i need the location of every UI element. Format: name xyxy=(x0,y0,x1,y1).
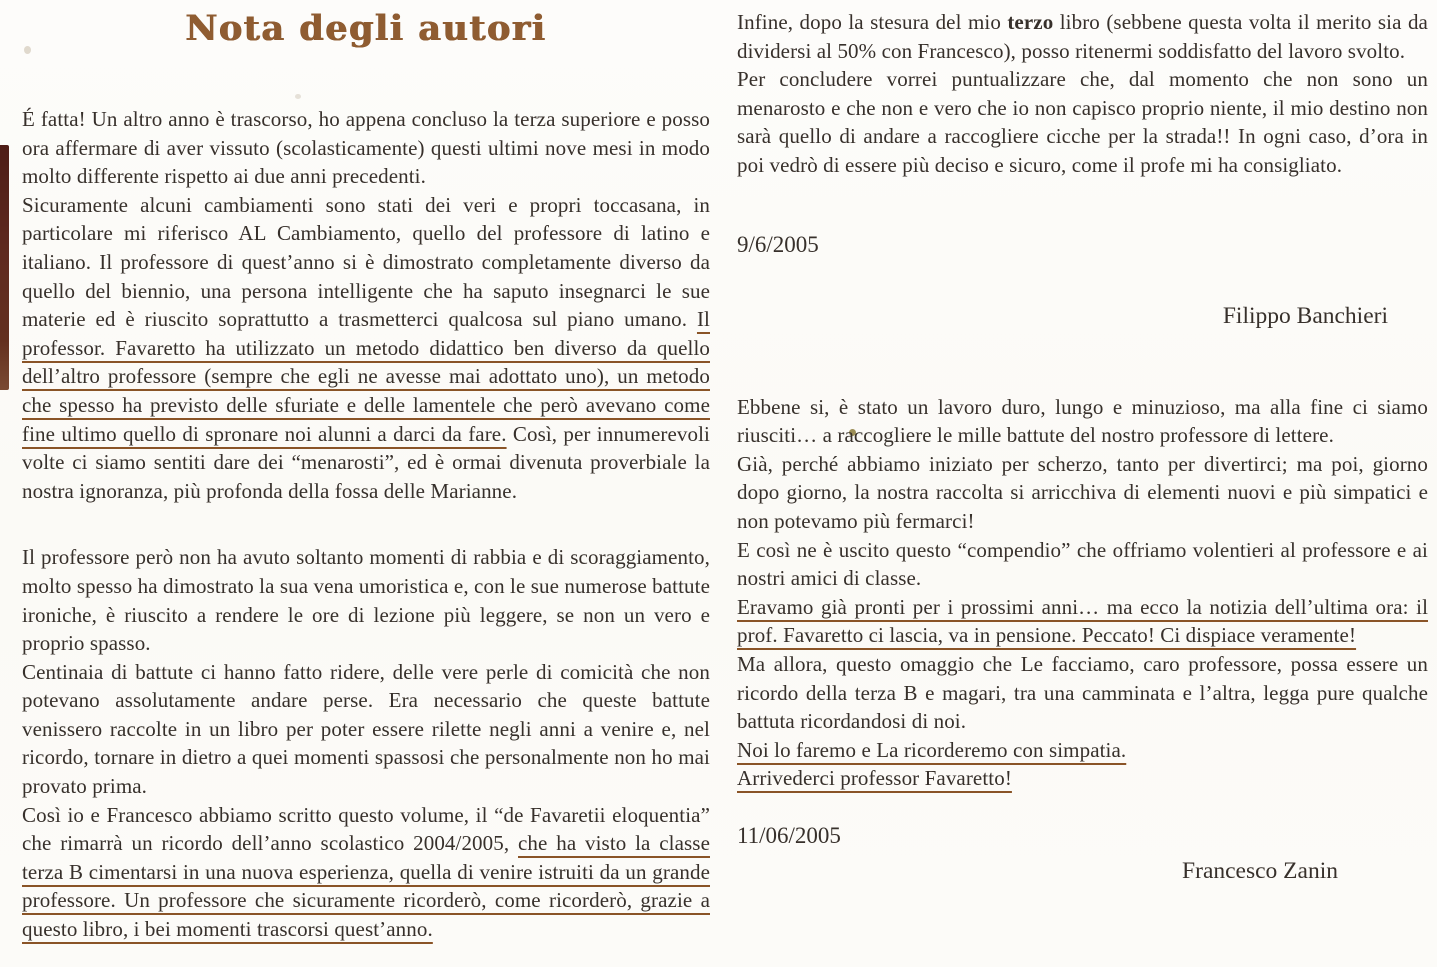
text-segment: É fatta! Un altro anno è trascorso, ho appena concluso la terza superiore e posso ora affermare di aver vissuto (scolasticamente) questi ultimi nove mesi in modo molto differente rispetto ai due anni precedenti. xyxy=(22,107,710,189)
page-title: Nota degli autori xyxy=(185,8,547,49)
underlined-text-segment: Eravamo già pronti per i prossimi anni… ma ecco la notizia dell’ultima ora: il prof. Favaretto ci lascia, va in pensione. Peccato! Ci dispiace veramente! xyxy=(737,594,1428,648)
paragraph-left-4 xyxy=(22,658,710,801)
paragraph-right-7 xyxy=(737,650,1428,736)
paragraph-left-3 xyxy=(22,543,710,657)
text-segment: libro (sebbene questa volta il merito sia da dividersi al 50% con Francesco), posso ritenermi soddisfatto del lavoro svolto. xyxy=(737,10,1428,63)
text-segment: Ma allora, questo omaggio che Le facciamo, caro professore, possa essere un ricordo della terza B e magari, tra una camminata e l’altra, legga pure qualche battuta ricordandosi di noi. xyxy=(737,651,1428,734)
paragraph-right-9 xyxy=(737,764,1428,793)
left-column xyxy=(22,0,710,944)
text-segment: Centinaia di battute ci hanno fatto ridere, delle vere perle di comicità che non potevano assolutamente andare perse. Era necessario che queste battute venissero raccolte in un libro per poter essere rilette negli anni a venire e, nel ricordo, tornare in dietro a quei momenti spassosi che personalmente non ho mai provato prima. xyxy=(22,659,710,799)
text-segment: Così io e Francesco abbiamo scritto questo volume, il “de Favaretii eloquentia” che rimarrà un ricordo dell’anno scolastico 2004/2005, xyxy=(22,802,710,856)
paragraph-right-3 xyxy=(737,393,1428,450)
paragraph-right-5 xyxy=(737,536,1428,593)
underlined-text-segment: Noi lo faremo e La ricorderemo con simpatia. xyxy=(737,737,1127,762)
text-segment: Per concludere vorrei puntualizzare che, dal momento che non sono un menarosto e che non e vero che io non capisco proprio niente, il mio destino non sarà quello di andare a raccogliere cicche per la strada!! In ogni caso, d’ora in poi vedrò di essere più deciso e sicuro, come il profe mi ha consigliato. xyxy=(737,67,1428,177)
text-segment: E così ne è uscito questo “compendio” che offriamo volentieri al professore e ai nostri amici di classe. xyxy=(737,537,1428,591)
text-segment: Infine, dopo la stesura del mio xyxy=(737,10,1008,34)
date-banchieri: 9/6/2005 xyxy=(737,231,819,257)
text-segment: Così, per innumerevoli volte ci siamo sentiti dare dei “menarosti”, ed è ormai divenuta proverbiale la nostra ignoranza, più profonda della fossa delle Marianne. xyxy=(22,421,710,503)
right-column xyxy=(737,0,1428,886)
text-segment: Già, perché abbiamo iniziato per scherzo, tanto per divertirci; ma poi, giorno dopo giorno, la nostra raccolta si arricchiva di elementi nuovi e più simpatici e non potevamo più fermarci! xyxy=(737,451,1428,533)
paragraph-left-1 xyxy=(22,105,710,191)
paragraph-left-2 xyxy=(22,191,710,506)
paragraph-right-8 xyxy=(737,736,1428,765)
bold-text-segment: terzo xyxy=(1007,10,1054,34)
text-segment: Ebbene si, è stato un lavoro duro, lungo e minuzioso, ma alla fine ci siamo riusciti… a raccogliere le mille battute del nostro professore di lettere. xyxy=(737,394,1428,448)
paragraph-right-6 xyxy=(737,593,1428,650)
paragraph-right-2 xyxy=(737,65,1428,179)
date-zanin: 11/06/2005 xyxy=(737,822,841,848)
underlined-text-segment: che ha visto la classe terza B cimentarsi in una nuova esperienza, quella di venire istruiti da un grande professore. Un professore che sicuramente ricorderò, come ricorderò, grazie a questo libro, i bei momenti trascorsi quest’anno. xyxy=(22,831,710,942)
underlined-text-segment: Il professor. Favaretto ha utilizzato un metodo didattico ben diverso da quello dell’altro professore (sempre che egli ne avesse mai adottato uno), un metodo che spesso ha previsto delle sfuriate e delle lamentele che però avevano come fine ultimo quello di spronare noi alunni a darci da fare. xyxy=(22,307,710,446)
signature-francesco-zanin: Francesco Zanin xyxy=(1182,857,1338,884)
text-segment: Il professore però non ha avuto soltanto momenti di rabbia e di scoraggiamento, molto spesso ha dimostrato la sua vena umoristica e, con le sue numerose battute ironiche, è riuscito a rendere le ore di lezione più leggere, se non un vero e proprio spasso. xyxy=(22,545,710,656)
signature-filippo-banchieri: Filippo Banchieri xyxy=(1222,302,1388,329)
paragraph-left-5 xyxy=(22,801,710,944)
paragraph-right-1 xyxy=(737,8,1428,65)
text-segment: Sicuramente alcuni cambiamenti sono stati dei veri e propri toccasana, in particolare mi riferisco AL Cambiamento, quello del professore di latino e italiano. Il professore di quest’anno si è dimostrato completamente diverso da quello del biennio, una persona intelligente che ha saputo insegnarci le sue materie ed è riuscito soprattutto a trasmetterci qualcosa sul piano umano. xyxy=(22,192,710,332)
underlined-text-segment: Arrivederci professor Favaretto! xyxy=(737,766,1012,791)
paragraph-right-4 xyxy=(737,450,1428,536)
scan-edge-artifact xyxy=(0,145,9,390)
